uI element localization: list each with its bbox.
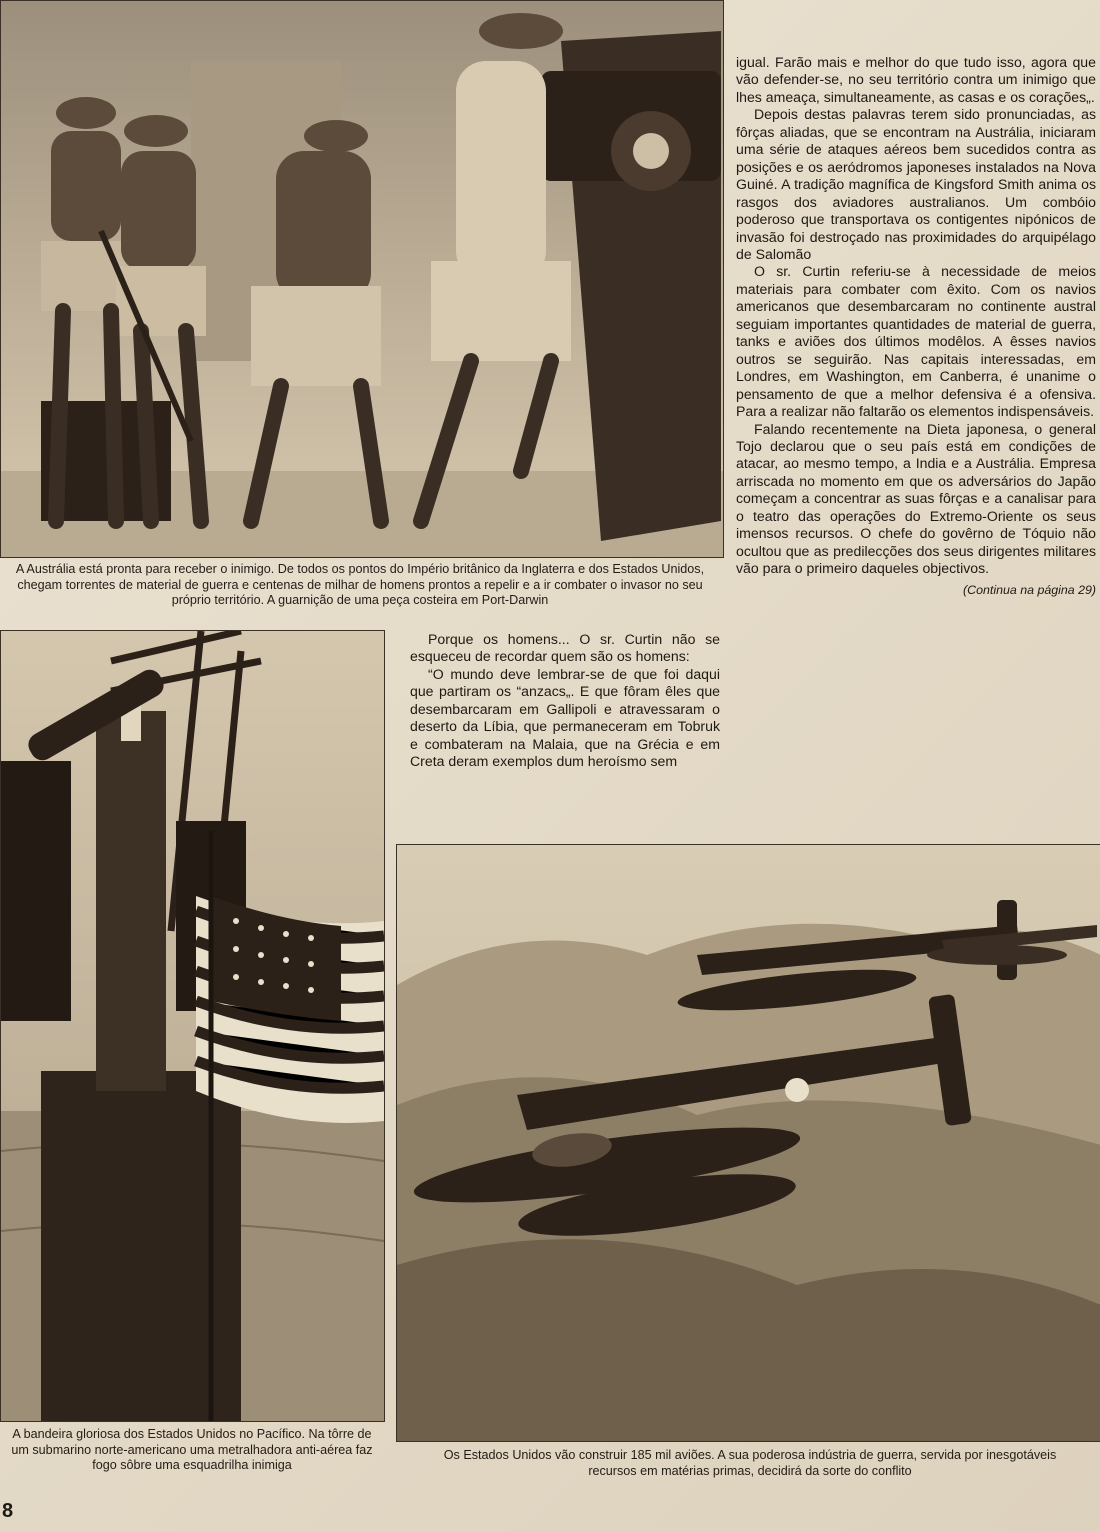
right-paragraph-2: Depois destas palavras terem sido pronunciadas, as fôrças aliadas, que se encontram na Austrália, iniciaram uma série de ataques aéreos bem sucedidos contra as posições e os aeródromos japoneses instalados na Nova Guiné. A tradição magnífica de Kingsford Smith anima os rasgos dos aviadores australianos. Um combóio poderoso que transportava os contigentes nipónicos de invasão foi destroçado nas proximidades do arquipélago de Salomão xyxy=(736,106,1096,262)
right-paragraph-3: O sr. Curtin referiu-se à necessidade de meios materiais para combater com êxito. Com os navios americanos que desembarcaram no continente austral seguiam importantes quantidades de material de guerra, tanks e aviões dos últimos modêlos. A êsses navios outros se seguirão. Nas capitais interessadas, em Londres, em Washington, em Canberra, é unanime o pensamento de que a melhor defensiva é a ofensiva. Para a realizar não faltarão os elementos indispensáveis. xyxy=(736,263,1096,420)
us-flag-graphic xyxy=(196,896,384,1123)
photo-gun-crew xyxy=(0,0,724,558)
right-paragraph-1: igual. Farão mais e melhor do que tudo isso, agora que vão defender-se, no seu território contra um inimigo que lhes ameaça, simultaneamente, as casas e os corações„. xyxy=(736,54,1096,105)
caption-submarine: A bandeira gloriosa dos Estados Unidos no Pacífico. Na tôrre de um submarino norte-americano uma metralhadora anti-aérea faz fogo sôbre uma esquadrilha inimiga xyxy=(11,1427,373,1472)
article-right-column xyxy=(736,54,1096,599)
caption-planes: Os Estados Unidos vão construir 185 mil aviões. A sua poderosa indústria de guerra, servida por inesgotáveis recursos em matérias primas, decidirá da sorte do conflito xyxy=(443,1448,1057,1478)
continuation-note: (Continua na página 29) xyxy=(963,582,1096,597)
middle-paragraph-2: “O mundo deve lembrar-se de que foi daqui que partiram os “anzacs„. E que fôram êles que desembarcaram em Gallipoli e atravessaram o deserto da Líbia, que permaneceram em Tobruk e combateram na Malaia, que na Grécia e em Creta deram exemplos dum heroísmo sem xyxy=(410,665,720,770)
page-number: 8 xyxy=(2,1500,14,1522)
middle-paragraph-1: Porque os homens... O sr. Curtin não se esqueceu de recordar quem são os homens: xyxy=(410,631,720,665)
article-middle-column xyxy=(410,631,720,771)
photo-p38-planes xyxy=(396,844,1100,1442)
gun-crew-illustration xyxy=(1,1,723,557)
right-paragraph-4: Falando recentemente na Dieta japonesa, o general Tojo declarou que o seu país está em condições de atacar, ao mesmo tempo, a India e a Austrália. Empresa arriscada no momento em que os adversários do Japão começam a concentrar as suas fôrças e a canalisar para o teatro das operações do Extremo-Oriente os seus imensos recursos. O chefe do govêrno de Tóquio não ocultou que as predilecções dos seus dirigentes militares vão para o primeiro daqueles objectivos. xyxy=(736,420,1096,577)
caption-gun-crew: A Austrália está pronta para receber o inimigo. De todos os pontos do Império britânico da Inglaterra e dos Estados Unidos, chegam torrentes de material de guerra e centenas de milhar de homens prontos a repelir e a ir combater o invasor no seu próprio território. A guarnição de uma peça costeira em Port-Darwin xyxy=(15,562,705,607)
planes-illustration xyxy=(397,845,1100,1441)
submarine-illustration xyxy=(1,631,384,1421)
photo-submarine-flag xyxy=(0,630,385,1422)
